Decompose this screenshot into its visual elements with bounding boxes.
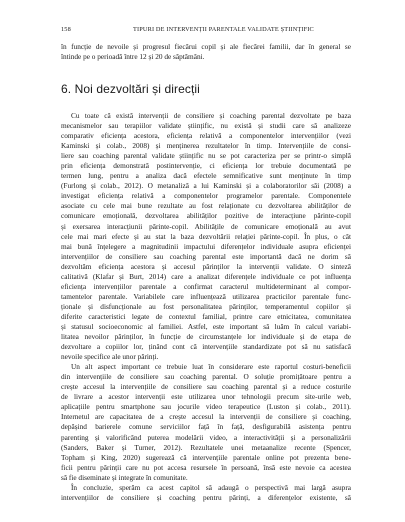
text-line: comunicare emoțională, dezvoltarea abilităților pozitive de interacțiune părinte-copil [61, 211, 351, 221]
text-line: litatea nevoilor părinților, în funcție de circumstanțele lor individuale și de etapa de [61, 332, 351, 342]
text-line: eficiența intervențiilor parentale a confirmat caracterul multideterminant al compor- [61, 281, 351, 291]
text-line: din intervențiile de consiliere sau coaching parental. O soluție promițătoare pentru a [61, 372, 351, 382]
text-line: Un alt aspect important ce trebuie luat în considerare este raportul costuri-beneficii [71, 362, 351, 372]
text-line: ficii pentru părinții care nu pot accesa resursele în persoană, însă este nevoie ca acestea [61, 462, 351, 472]
text-line: parenting și valorificând puterea modelării video, a interactivității și a personalizării [61, 432, 351, 442]
text-line: nevoile specifice ale unor părinți. [61, 352, 159, 362]
paragraph [61, 111, 351, 362]
text-line: Kaminski și colab., 2008) și menținerea rezultatelor în timp. Intervențiile de consi- [61, 141, 351, 151]
text-line: să fie diseminate și integrate în comunitate. [61, 472, 188, 482]
text-line: Topham și King, 2020) sugerează că intervențiile parentale online pot prezenta bene- [61, 452, 351, 462]
paragraph [61, 362, 351, 483]
text-line: tamentelor parentale. Variabilele care influențează utilizarea practicilor parentale func- [61, 291, 351, 301]
text-line: diferite caracteristici legate de contextul familial, printre care etnicitatea, comunitatea [61, 311, 351, 321]
text-line: mecanismelor sau terapiilor validate științific, nu există și studii care să analizeze [61, 121, 351, 131]
text-line: ționale și disfuncționale au fost personalitatea părinților, temperamentul copiilor și [61, 301, 351, 311]
text-line: liere sau coaching parental validate științific nu se pot caracteriza per se printr-o simplă [61, 151, 351, 161]
text-line: comparativ eficiența acestora, eficiența relativă a componentelor intervențiilor (vezi [61, 131, 351, 141]
section-body [61, 111, 351, 503]
text-line: În concluzie, sperăm ca acest capitol să adaugă o perspectivă mai largă asupra [71, 482, 351, 492]
text-line: calitativă (Klafar și Burt, 2014) care a analizat diferențele individuale ce pot influența [61, 271, 351, 281]
text-line: crește accesul la intervențiile de consiliere sau coaching parental și a reduce costurile [61, 382, 351, 392]
text-line: în funcție de nevoile și progresul fiecărui copil și ale fiecărei familii, dar în general se [61, 42, 351, 51]
text-line: de livrare a acestor intervenții este utilizarea unor tehnologii precum site-urile web, [61, 392, 351, 402]
text-line: (Furlong și colab., 2012). O metanaliză a lui Kaminski și a colaboratorilor săi (2008) a [61, 181, 351, 191]
text-line: intervențiilor de consiliere sau coaching parental este importantă dacă ne dorim să [61, 251, 351, 261]
text-line: cele mai mari efecte și au stat la baza dezvoltării relației părinte-copil. În plus, o cât [61, 231, 351, 241]
running-header [61, 24, 349, 36]
text-line: (Sanders, Baker și Turner, 2012). Rezultatele unei metaanalize recente (Spencer, [61, 442, 351, 452]
running-title: TIPURI DE INTERVENȚII PARENTALE VALIDATE ȘTIINȚIFIC [133, 26, 314, 33]
text-line: dezvoltare a copiilor lor, ținând cont că intervențiile standardizate pot să nu satisfacă [61, 342, 351, 352]
text-line: investigat eficiența relativă a componentelor programelor parentale. Componentele [61, 191, 351, 201]
text-line: întinde pe o perioadă între 12 și 20 de săptămâni. [61, 52, 205, 62]
text-line: intervențiilor de consiliere și coaching pentru părinți, a diferențelor existente, să [61, 492, 351, 502]
text-line: aplicațiile pentru smartphone sau jocurile video terapeutice (Luston și colab., 2011). [61, 402, 351, 412]
text-line: Internetul are capacitatea de a crește accesul la intervenții de consiliere și coaching, [61, 412, 351, 422]
text-line: și exersarea interacțiunii părinte-copil. Abilitățile de comunicare emoțională au avut [61, 221, 351, 231]
text-line: Cu toate că există intervenții de consiliere și coaching parental dezvoltate pe baza [71, 111, 351, 120]
text-line: termen lung, pentru a analiza dacă efectele semnificative sunt menținute în timp [61, 171, 351, 181]
section-heading: 6. Noi dezvoltări și direcții [61, 82, 200, 96]
text-line: asociate cu cele mai bune rezultate au fost relaționate cu dezvoltarea abilităților de [61, 201, 351, 211]
continued-paragraph [61, 42, 351, 62]
text-line: mai bună înțelegere a magnitudinii impactului diferențelor individuale asupra eficienței [61, 241, 351, 251]
paragraph [61, 483, 351, 503]
text-line: depășind barierele comune serviciilor față în față, desfigurabilă asistența pentru [61, 422, 351, 432]
text-line: prin eficiența demonstrată postintervenție, ci eficiența lor trebuie documentată pe [61, 161, 351, 171]
text-line: și statusul socioeconomic al familiei. Astfel, este important să luăm în calcul variabi- [61, 321, 351, 331]
page-number: 158 [61, 26, 71, 33]
text-line: dezvoltăm eficiența acestora și accesul părinților la intervenții validate. O sinteză [61, 261, 351, 271]
